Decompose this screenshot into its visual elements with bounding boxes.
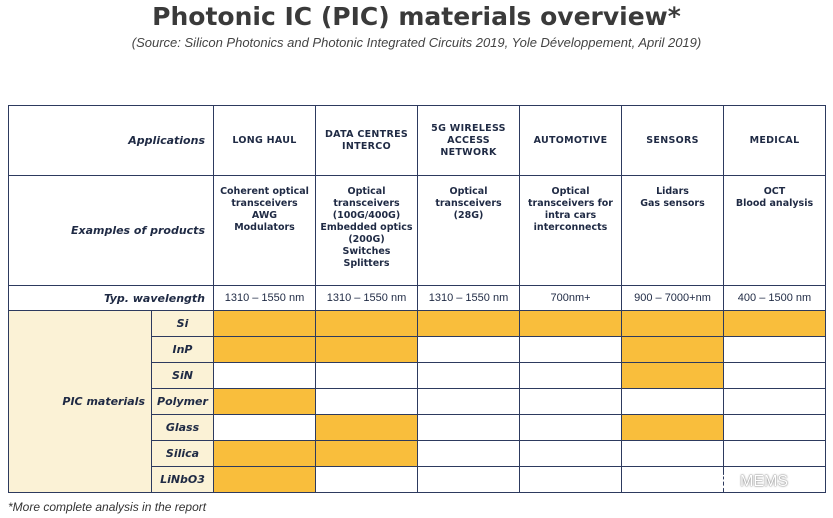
product-cell	[214, 176, 316, 286]
material-cell-empty	[520, 415, 622, 441]
material-cell-empty	[214, 363, 316, 389]
product-line: Optical	[449, 186, 488, 197]
wavelength-cell: 700nm+	[520, 286, 622, 311]
products-label: Examples of products	[9, 176, 214, 286]
product-line: OCT	[763, 186, 786, 197]
applications-label: Applications	[9, 106, 214, 176]
product-line: AWG	[251, 210, 278, 221]
material-cell-used	[214, 337, 316, 363]
material-cell-empty	[418, 415, 520, 441]
product-line: transceivers	[435, 198, 502, 209]
application-header: SENSORS	[622, 106, 724, 176]
material-name: Silica	[152, 441, 214, 467]
watermark	[714, 473, 788, 491]
material-cell-empty	[724, 441, 826, 467]
material-cell-empty	[724, 415, 826, 441]
product-line: intra cars	[544, 210, 597, 221]
material-cell-used	[622, 415, 724, 441]
product-line: interconnects	[533, 222, 608, 233]
material-cell-empty	[316, 363, 418, 389]
wavelength-row	[9, 286, 826, 311]
material-cell-empty	[316, 389, 418, 415]
material-cell-used	[214, 467, 316, 493]
material-cell-empty	[214, 415, 316, 441]
material-cell-empty	[418, 363, 520, 389]
wavelength-cell: 1310 – 1550 nm	[316, 286, 418, 311]
material-cell-empty	[724, 363, 826, 389]
material-name: SiN	[152, 363, 214, 389]
material-name: Si	[152, 311, 214, 337]
wavelength-cell: 900 – 7000+nm	[622, 286, 724, 311]
product-line: Gas sensors	[640, 198, 705, 209]
material-cell-used	[622, 363, 724, 389]
material-cell-used	[622, 311, 724, 337]
product-line: Switches	[342, 246, 391, 257]
material-cell-used	[214, 441, 316, 467]
application-header: 5G WIRELESS ACCESS NETWORK	[418, 106, 520, 176]
material-name: InP	[152, 337, 214, 363]
product-line: Lidars	[656, 186, 689, 197]
application-header: AUTOMOTIVE	[520, 106, 622, 176]
footnote: *More complete analysis in the report	[8, 500, 207, 514]
product-line: transceivers	[333, 198, 400, 209]
product-line: Blood analysis	[735, 198, 814, 209]
page-title: Photonic IC (PIC) materials overview*	[152, 2, 681, 31]
material-cell-used	[316, 441, 418, 467]
material-name: Polymer	[152, 389, 214, 415]
product-cell	[316, 176, 418, 286]
material-cell-used	[214, 389, 316, 415]
material-cell-used	[520, 311, 622, 337]
material-cell-used	[622, 337, 724, 363]
material-cell-empty	[724, 337, 826, 363]
product-line: Splitters	[343, 258, 390, 269]
product-line: Coherent optical	[220, 186, 309, 197]
wechat-icon	[714, 474, 734, 490]
product-line: (100G/400G)	[332, 210, 401, 221]
pic-materials-label: PIC materials	[9, 311, 152, 493]
material-cell-empty	[316, 467, 418, 493]
page-subtitle: (Source: Silicon Photonics and Photonic Integrated Circuits 2019, Yole Développement, April 2019)	[131, 35, 702, 50]
material-name: Glass	[152, 415, 214, 441]
product-line: transceivers	[231, 198, 298, 209]
wavelength-cell: 400 – 1500 nm	[724, 286, 826, 311]
material-name: LiNbO3	[152, 467, 214, 493]
material-cell-empty	[520, 363, 622, 389]
application-header: DATA CENTRES INTERCO	[316, 106, 418, 176]
material-cell-empty	[724, 389, 826, 415]
material-cell-empty	[520, 441, 622, 467]
product-line: Optical	[347, 186, 386, 197]
material-cell-used	[214, 311, 316, 337]
applications-row	[9, 106, 826, 176]
material-cell-empty	[418, 441, 520, 467]
product-line: transceivers for	[527, 198, 613, 209]
pic-materials-table	[8, 105, 826, 493]
product-line: Optical	[551, 186, 590, 197]
watermark-text: MEMS	[740, 473, 788, 490]
material-cell-empty	[520, 467, 622, 493]
material-cell-empty	[418, 389, 520, 415]
material-cell-empty	[622, 389, 724, 415]
material-cell-empty	[520, 337, 622, 363]
products-row	[9, 176, 826, 286]
material-cell-empty	[418, 467, 520, 493]
product-line: Modulators	[234, 222, 295, 233]
material-cell-empty	[622, 441, 724, 467]
product-cell	[520, 176, 622, 286]
material-cell-used	[724, 311, 826, 337]
product-cell	[724, 176, 826, 286]
product-line: (28G)	[453, 210, 484, 221]
material-cell-empty	[418, 337, 520, 363]
wavelength-cell: 1310 – 1550 nm	[214, 286, 316, 311]
material-row	[9, 311, 826, 337]
material-cell-used	[316, 311, 418, 337]
application-header: MEDICAL	[724, 106, 826, 176]
wavelength-cell: 1310 – 1550 nm	[418, 286, 520, 311]
material-cell-used	[316, 337, 418, 363]
product-line: (200G)	[348, 234, 385, 245]
application-header: LONG HAUL	[214, 106, 316, 176]
wavelength-label: Typ. wavelength	[9, 286, 214, 311]
product-line: Embedded optics	[320, 222, 413, 233]
product-cell	[622, 176, 724, 286]
material-cell-used	[418, 311, 520, 337]
material-cell-empty	[520, 389, 622, 415]
product-cell	[418, 176, 520, 286]
material-cell-empty	[622, 467, 724, 493]
material-cell-used	[316, 415, 418, 441]
